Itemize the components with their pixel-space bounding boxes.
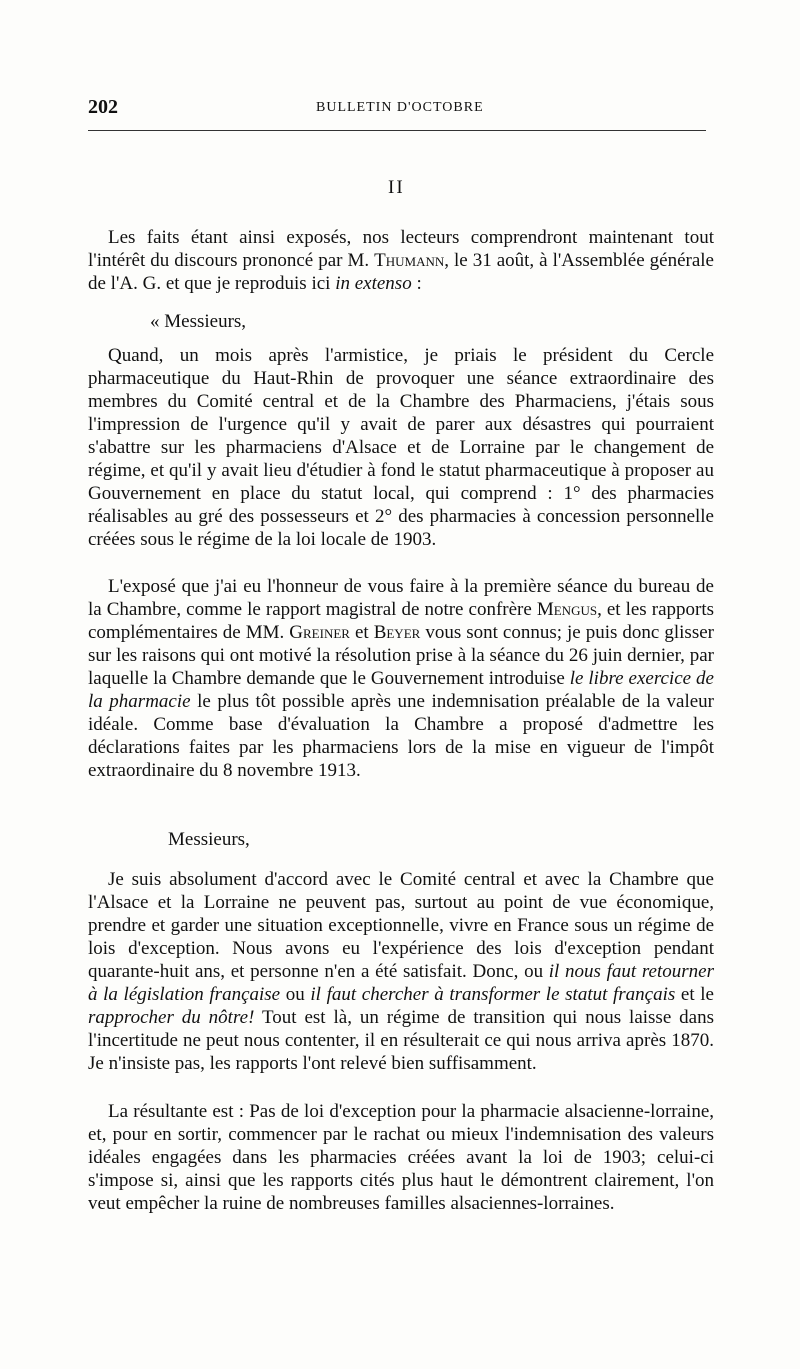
- intro-text-2: , le 31 août, à l'Assemblée générale de l'A. G. et que je reproduis ici: [88, 250, 714, 294]
- italic-run: il faut chercher à transformer le statut français: [310, 984, 676, 1005]
- paragraph-4: [88, 868, 714, 1075]
- libre-exercice: le libre exercice de la pharmacie: [88, 668, 714, 712]
- intro-paragraph: [88, 226, 714, 295]
- body-paragraph: [88, 575, 714, 782]
- name-beyer: Beyer: [373, 622, 421, 643]
- name-mengus: Mengus: [536, 599, 598, 620]
- text-run: et le: [675, 984, 714, 1005]
- salutation-1-block: [150, 310, 550, 333]
- text-run: vous sont connus; je puis donc glisser sur les raisons qui ont motivé la résolution prise à la séance du 26 juin dernier, par laquelle la Chambre demande que le Gouvernement introduise: [88, 622, 714, 689]
- paragraph-3: [88, 575, 714, 782]
- salutation-2-block: [168, 828, 568, 851]
- page-header: [88, 96, 708, 126]
- italic-run: rapprocher du nôtre!: [88, 1007, 255, 1028]
- body-paragraph: [88, 868, 714, 1075]
- paragraph-1: [88, 226, 714, 295]
- text-run: et: [349, 622, 374, 643]
- header-rule: [88, 130, 706, 131]
- italic-run: il nous faut retourner à la législation française: [88, 961, 714, 1005]
- paragraph-2: [88, 344, 714, 551]
- body-paragraph: La résultante est : Pas de loi d'exception pour la pharmacie alsacienne-lorraine, et, pour en sortir, commencer par le rachat ou mieux l'indemnisation des valeurs idéales engagées dans les pharmacies créées avant la loi de 1903; celui-ci s'impose si, ainsi que les rapports cités plus haut le démontrent clairement, l'on veut empêcher la ruine de nombreuses familles alsaciennes-lorraines.: [88, 1101, 714, 1214]
- text-run: Tout est là, un régime de transition qui nous laisse dans l'incertitude ne peut nous contenter, il en résulterait ce qui nous arriva après 1870. Je n'insiste pas, les rapports l'ont relevé bien suffisamment.: [88, 1007, 714, 1074]
- intro-text: Les faits étant ainsi exposés, nos lecteurs comprendront maintenant tout l'intérêt du discours prononcé par M.: [88, 227, 714, 271]
- text-run: L'exposé que j'ai eu l'honneur de vous faire à la première séance du bureau de la Chambre, comme le rapport magistral de notre confrère: [88, 576, 714, 620]
- page-number: 202: [88, 96, 118, 118]
- intro-text-3: :: [411, 273, 422, 294]
- name-greiner: Greiner: [289, 622, 350, 643]
- speaker-name: Thumann: [374, 250, 445, 271]
- text-run: le plus tôt possible après une indemnisation préalable de la valeur idéale. Comme base d'évaluation la Chambre a proposé d'admettre les déclarations faites par les pharmaciens lors de la mise en vigueur de l'impôt extraordinaire du 8 novembre 1913.: [88, 691, 714, 781]
- in-extenso: in extenso: [335, 273, 412, 294]
- text-run: ou: [280, 984, 311, 1005]
- paragraph-5: [88, 1100, 714, 1215]
- section-number: II: [388, 177, 405, 198]
- text-run: , et les rapports complémentaires de MM.: [88, 599, 714, 643]
- text-run: Je suis absolument d'accord avec le Comité central et avec la Chambre que l'Alsace et la Lorraine ne peuvent pas, surtout au point de vue économique, prendre et garder une situation exceptionnelle, vivre en France sous un régime de lois d'exception. Nous avons eu l'expérience des lois d'exception pendant quarante-huit ans, et personne n'en a été satisfait. Donc, ou: [88, 869, 714, 982]
- body-paragraph: Quand, un mois après l'armistice, je priais le président du Cercle pharmaceutique du Haut-Rhin de provoquer une séance extraordinaire des membres du Comité central et de la Chambre des Pharmaciens, j'étais sous l'impression de l'urgence qu'il y avait de parer aux désastres qui pourraient s'abattre sur les pharmaciens d'Alsace et de Lorraine par le changement de régime, et qu'il y avait lieu d'étudier à fond le statut pharmaceutique à proposer au Gouvernement en place du statut local, qui comprend : 1° des pharmacies réalisables au gré des possesseurs et 2° des pharmacies à concession personnelle créées sous le régime de la loi locale de 1903.: [88, 345, 714, 550]
- running-title: BULLETIN D'OCTOBRE: [316, 100, 484, 115]
- salutation-2: Messieurs,: [168, 829, 250, 850]
- salutation-1: « Messieurs,: [150, 311, 247, 332]
